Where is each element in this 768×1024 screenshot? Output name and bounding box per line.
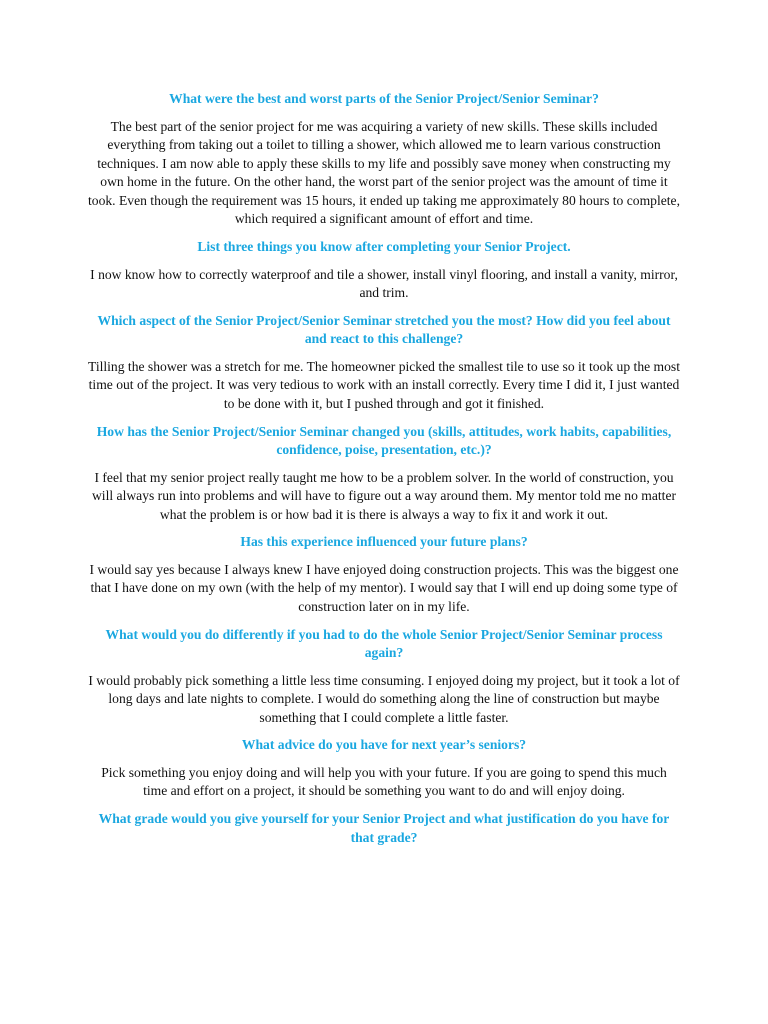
- answer-paragraph: Pick something you enjoy doing and will help you with your future. If you are going to spend this much time and effort on a project, it should be something you want to do and will enjoy doing.: [101, 764, 667, 799]
- question-heading: What would you do differently if you had to do the whole Senior Project/Senior Seminar process again?: [105, 626, 663, 661]
- qa-section-differently: [88, 626, 680, 728]
- answer-paragraph: I now know how to correctly waterproof and tile a shower, install vinyl flooring, and install a vanity, mirror, and trim.: [90, 266, 678, 301]
- qa-section-changed-you: [88, 423, 680, 525]
- answer-paragraph: I feel that my senior project really taught me how to be a problem solver. In the world of construction, you will always run into problems and will have to figure out a way around them. My mentor told me no matter what the problem is or how bad it is there is always a way to fix it and work it out.: [91, 469, 677, 522]
- document-page: [88, 90, 680, 856]
- answer-paragraph: Tilling the shower was a stretch for me. The homeowner picked the smallest tile to use so it took up the most time out of the project. It was very tedious to work with an install correctly. Every time I did it, I just wanted to be done with it, but I pushed through and got it finished.: [88, 358, 680, 411]
- answer-paragraph: The best part of the senior project for me was acquiring a variety of new skills. These skills included everything from taking out a toilet to tilling a shower, which allowed me to learn various construction techniques. I am now able to apply these skills to my life and possibly save money when constructing my own home in the future. On the other hand, the worst part of the senior project was the amount of time it took. Even though the requirement was 15 hours, it ended up taking me approximately 80 hours to complete, which required a significant amount of effort and time.: [88, 118, 680, 227]
- question-heading: What were the best and worst parts of the Senior Project/Senior Seminar?: [169, 91, 599, 106]
- question-heading: Has this experience influenced your future plans?: [240, 534, 528, 550]
- question-heading: How has the Senior Project/Senior Seminar changed you (skills, attitudes, work habits, capabilities, confidence, poise, presentation, etc.)?: [96, 423, 672, 458]
- qa-section-three-things: [88, 238, 680, 303]
- answer-paragraph: I would probably pick something a little less time consuming. I enjoyed doing my project, but it took a lot of long days and late nights to complete. I would do something along the line of construction but maybe something that I could complete a little faster.: [88, 672, 680, 725]
- qa-section-future-plans: [88, 533, 680, 616]
- question-heading: What grade would you give yourself for your Senior Project and what justification do you have for that grade?: [98, 811, 670, 845]
- qa-section-grade: [88, 810, 680, 847]
- qa-section-advice: [88, 736, 680, 801]
- qa-section-best-worst: [88, 90, 680, 229]
- qa-section-stretched: [88, 312, 680, 414]
- answer-paragraph: I would say yes because I always knew I have enjoyed doing construction projects. This was the biggest one that I have done on my own (with the help of my mentor). I would say that I will end up doing some type of construction later on in my life.: [89, 561, 679, 614]
- question-heading: What advice do you have for next year’s seniors?: [241, 737, 527, 753]
- question-heading: List three things you know after completing your Senior Project.: [197, 239, 571, 255]
- question-heading: Which aspect of the Senior Project/Senior Seminar stretched you the most? How did you feel about and react to this challenge?: [97, 312, 671, 347]
